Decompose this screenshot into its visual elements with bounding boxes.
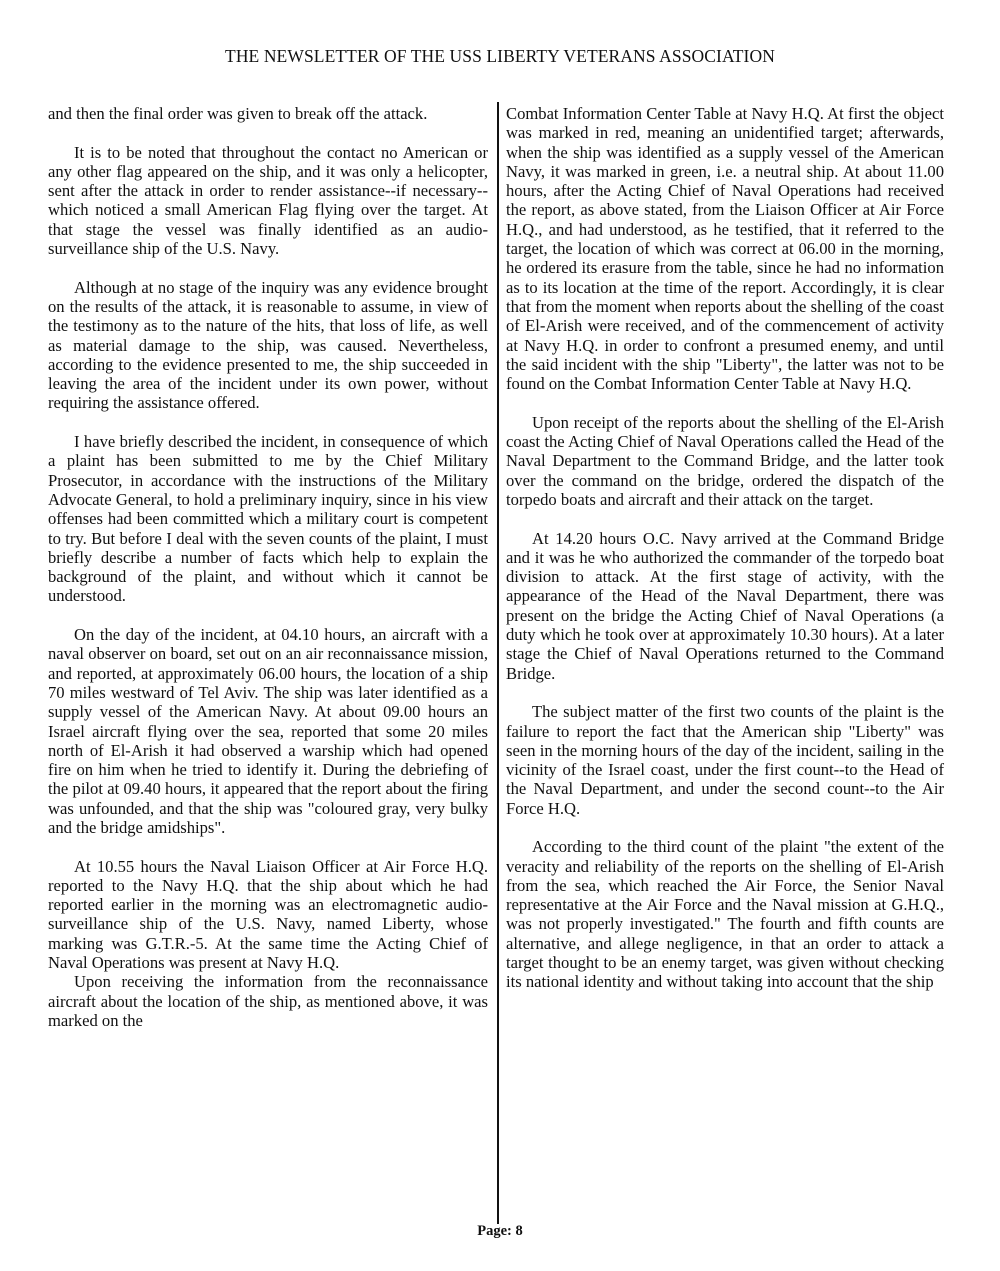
left-column	[48, 104, 488, 1050]
paragraph: Upon receiving the information from the reconnaissance aircraft about the location of the ship, as mentioned above, it was marked on the	[48, 972, 488, 1030]
paragraph: Although at no stage of the inquiry was any evidence brought on the results of the attack, it is reasonable to assume, in view of the testimony as to the nature of the hits, that loss of life, as well as material damage to the ship, was caused. Nevertheless, according to the evidence presented to me, the ship succeeded in leaving the area of the incident under its own power, without requiring the assistance offered.	[48, 277, 488, 413]
right-column	[506, 104, 944, 1011]
column-divider	[497, 102, 499, 1224]
paragraph: and then the final order was given to break off the attack.	[48, 104, 428, 123]
paragraph: On the day of the incident, at 04.10 hours, an aircraft with a naval observer on board, set out on an air reconnaissance mission, and reported, at approximately 06.00 hours, the location of a ship 70 miles westward of Tel Aviv. The ship was later identified as a supply vessel of the American Navy. At about 09.00 hours an Israel aircraft flying over the sea, reported that some 20 miles north of El-Arish it had observed a warship which had opened fire on him when he tried to identify it. During the debriefing of the pilot at 09.40 hours, it appeared that the report about the firing was unfounded, and that the ship was "coloured gray, very bulky and the bridge amidships".	[48, 625, 488, 837]
paragraph: According to the third count of the plaint "the extent of the veracity and reliability of the reports on the shelling of El-Arish from the sea, which reached the Air Force, the Senior Naval representative at the Air Force and the Naval mission at G.H.Q., was not properly investigated." The fourth and fifth counts are alternative, and allege negligence, in that an order to attack a target thought to be an enemy target, was given without checking its national identity and without taking into account that the ship	[506, 837, 944, 992]
paragraph: I have briefly described the incident, in consequence of which a plaint has been submitted to me by the Chief Military Prosecutor, in accordance with the instructions of the Military Advocate General, to hold a preliminary inquiry, since in his view offenses had been committed which a military court is competent to try. But before I deal with the seven counts of the plaint, I must briefly describe a number of facts which help to explain the background of the plaint, and without which it cannot be understood.	[48, 432, 488, 606]
paragraph: Upon receipt of the reports about the shelling of the El-Arish coast the Acting Chief of Naval Operations called the Head of the Naval Department to the Command Bridge, and the latter took over the command on the bridge, ordered the dispatch of the torpedo boats and aircraft and their attack on the target.	[506, 412, 944, 509]
paragraph: At 14.20 hours O.C. Navy arrived at the Command Bridge and it was he who authorized the commander of the torpedo boat division to attack. At the first stage of activity, with the appearance of the Head of the Naval Department, there was present on the bridge the Acting Chief of Naval Operations (a duty which he took over at approximately 10.30 hours). At a later stage the Chief of Naval Operations returned to the Command Bridge.	[506, 528, 944, 683]
paragraph: At 10.55 hours the Naval Liaison Officer at Air Force H.Q. reported to the Navy H.Q. that the ship about which he had reported earlier in the morning was an electromagnetic audio-surveillance ship of the U.S. Navy, named Liberty, whose marking was G.T.R.-5. At the same time the Acting Chief of Naval Operations was present at Navy H.Q.	[48, 856, 488, 973]
page-number: Page: 8	[477, 1223, 523, 1239]
paragraph: The subject matter of the first two counts of the plaint is the failure to report the fact that the American ship "Liberty" was seen in the morning hours of the day of the incident, sailing in the vicinity of the Israel coast, under the first count--to the Head of the Naval Department, and under the second count--to the Air Force H.Q.	[506, 702, 944, 818]
newsletter-title: THE NEWSLETTER OF THE USS LIBERTY VETERANS ASSOCIATION	[225, 46, 775, 66]
paragraph: Combat Information Center Table at Navy H.Q. At first the object was marked in red, meaning an unidentified target; afterwards, when the ship was identified as a supply vessel of the American Navy, it was marked in green, i.e. a neutral ship. At about 11.00 hours, after the Acting Chief of Naval Operations had received the report, as above stated, from the Liaison Officer at Air Force H.Q., and had understood, as he testified, that it referred to the target, the location of which was correct at 06.00 in the morning, he ordered its erasure from the table, since he had no information as to its location at the time of the report. Accordingly, it is clear that from the moment when reports about the shelling of the coast of El-Arish were received, and of the commencement of activity at Navy H.Q. in order to confront a presumed enemy, and until the said incident with the ship "Liberty", the latter was not to be found on the Combat Information Center Table at Navy H.Q.	[506, 104, 944, 394]
paragraph: It is to be noted that throughout the contact no American or any other flag appeared on the ship, and it was only a helicopter, sent after the attack in order to render assistance--if necessary--which noticed a small American Flag flying over the target. At that stage the vessel was finally identified as an audio-surveillance ship of the U.S. Navy.	[48, 142, 488, 259]
